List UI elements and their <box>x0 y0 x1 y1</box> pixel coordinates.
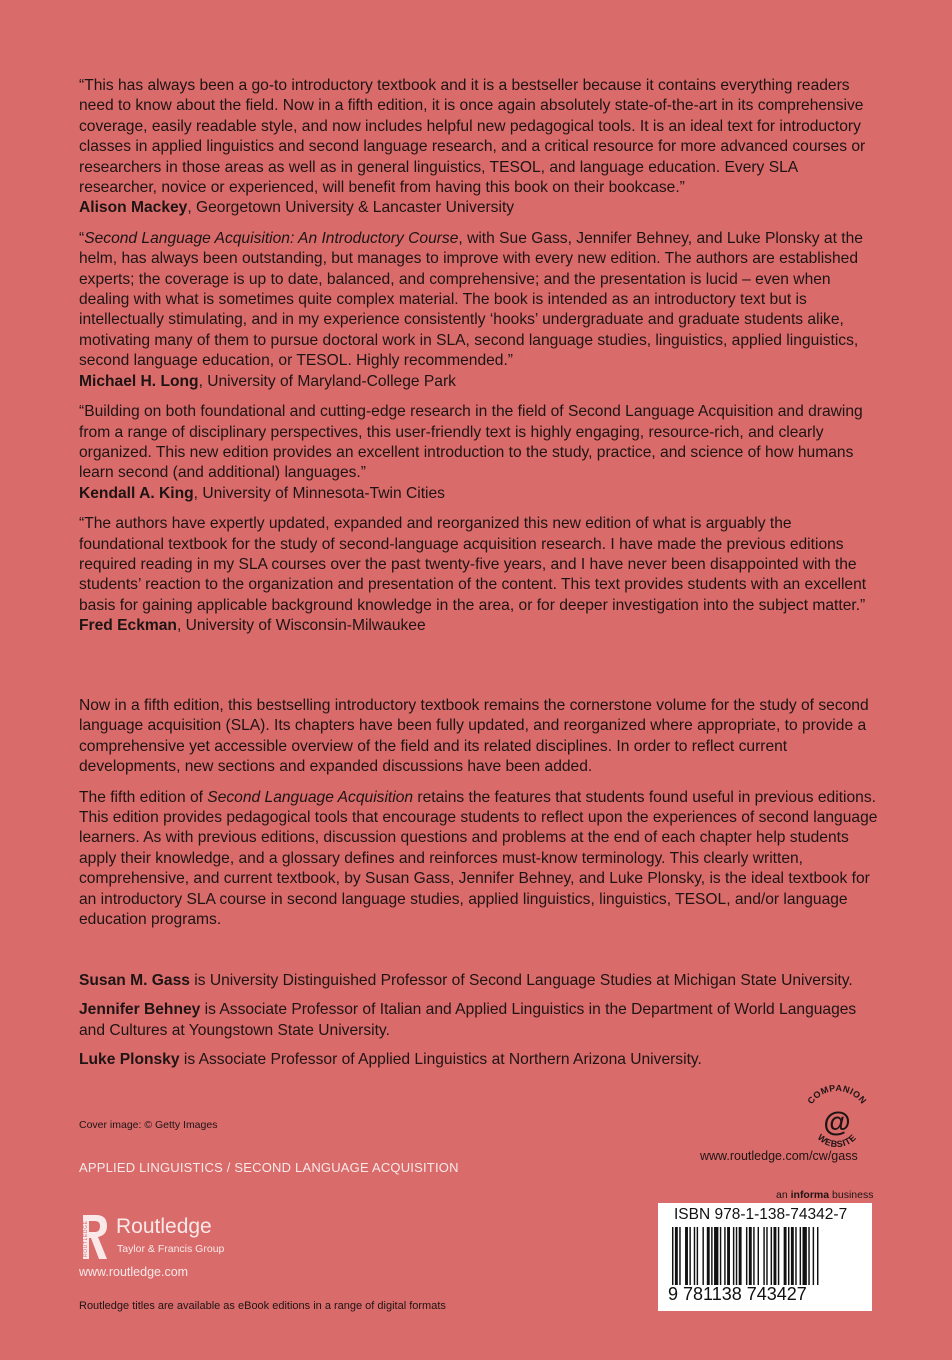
author-name: Jennifer Behney <box>79 1001 201 1019</box>
endorsement-quote-open: “ <box>79 229 85 247</box>
companion-badge-top-text: COMPANION <box>805 1082 869 1106</box>
barcode-bar <box>817 1227 818 1285</box>
barcode-bar <box>766 1227 767 1285</box>
barcode-bar <box>771 1227 772 1285</box>
endorser-affiliation: , University of Wisconsin-Milwaukee <box>176 617 426 635</box>
endorser-name: Alison Mackey <box>79 199 188 217</box>
companion-website-badge-icon <box>797 1079 877 1159</box>
ebook-note: Routledge titles are available as eBook editions in a range of digital formats <box>79 1300 446 1312</box>
author-bio <box>79 1000 879 1041</box>
barcode-bar <box>733 1227 734 1285</box>
endorser-affiliation: , University of Minnesota-Twin Cities <box>193 484 445 502</box>
barcode-bar <box>784 1227 787 1285</box>
barcode-bar <box>808 1227 809 1285</box>
author-bio <box>79 1050 879 1070</box>
endorsement-attribution <box>79 484 879 504</box>
book-title-italic: Second Language Acquisition: An Introductory Course <box>84 229 459 247</box>
endorser-name: Fred Eckman <box>79 617 177 635</box>
endorsement-long <box>79 229 879 392</box>
barcode-bar <box>803 1227 807 1285</box>
barcode-bar <box>753 1227 754 1285</box>
author-bio-text: is Associate Professor of Italian and Applied Linguistics in the Department of World Languages and Cultures at Youngstown State University. <box>79 1001 857 1039</box>
endorser-name: Michael H. Long <box>79 372 199 390</box>
barcode-bar <box>813 1227 814 1285</box>
informa-name: informa <box>790 1189 830 1201</box>
ean-digits: 9 781138 743427 <box>668 1284 807 1304</box>
at-sign-icon: @ <box>823 1106 851 1137</box>
barcode-bar <box>791 1227 794 1285</box>
endorsements-section <box>79 76 879 647</box>
publisher-group: Taylor & Francis Group <box>117 1243 225 1255</box>
barcode-bar <box>746 1227 747 1285</box>
endorser-name: Kendall A. King <box>79 484 194 502</box>
book-description <box>79 696 879 940</box>
barcode-bar <box>758 1227 759 1285</box>
barcode-bar <box>778 1227 779 1285</box>
barcode-bar <box>774 1227 777 1285</box>
author-bio-text: is University Distinguished Professor of Second Language Studies at Michigan State University. <box>189 972 853 989</box>
description-paragraph <box>79 788 879 931</box>
barcode-bar <box>679 1227 680 1285</box>
barcode-bar <box>724 1227 725 1285</box>
endorsement-eckman <box>79 514 879 636</box>
isbn-number: ISBN 978-1-138-74342-7 <box>674 1206 848 1223</box>
barcode-bar <box>749 1227 752 1285</box>
barcode-bar <box>697 1227 698 1285</box>
endorsement-mackey <box>79 76 879 219</box>
description-text: The fifth edition of <box>79 788 208 806</box>
barcode-bar <box>707 1227 710 1285</box>
informa-suffix: business <box>829 1189 874 1201</box>
endorsement-attribution <box>79 616 879 636</box>
barcode-bar <box>672 1227 673 1285</box>
endorsement-quote: , with Sue Gass, Jennifer Behney, and Luke Plonsky at the helm, has always been outstanding, but manages to improve with every new edition. The authors are established experts; the coverage is up to date, balanced, and comprehensive; and the presentation is lucid – even when dealing with what is sometimes quite complex material. The book is intended as an introductory text but is intellectually stimulating, and in my experience consistently ‘hooks’ undergraduate and graduate students alike, motivating many of them to pursue doctoral work in SLA, second language studies, linguistics, applied linguistics, second language education, or TESOL. Highly recommended.” <box>79 229 863 370</box>
barcode-bar <box>800 1227 801 1285</box>
barcode-bar <box>711 1227 712 1285</box>
description-paragraph: Now in a fifth edition, this bestselling introductory textbook remains the cornerstone volume for the study of second language acquisition (SLA). Its chapters have been fully updated, and reorganized where appropriate, to provide a comprehensive yet accessible overview of the field and its related disciplines. In order to reflect current developments, new sections and expanded discussions have been added. <box>79 697 869 776</box>
author-bios <box>79 971 879 1080</box>
companion-badge-bottom-text: WEBSITE <box>815 1132 859 1150</box>
barcode-bar <box>685 1227 688 1285</box>
author-name: Luke Plonsky <box>79 1051 180 1069</box>
barcode-bar <box>689 1227 690 1285</box>
description-text: retains the features that students found useful in previous editions. This edition provides pedagogical tools that encourage students to reflect upon the experiences of second language learners. As with previous editions, discussion questions and problems at the end of each chapter help students apply their knowledge, and a glossary defines and reinforces must-know terminology. This clearly written, comprehensive, and current textbook, by Susan Gass, Jennifer Behney, and Luke Plonsky, is the ideal textbook for an introductory SLA course in second language studies, applied linguistics, linguistics, TESOL, and/or language education programs. <box>79 788 878 929</box>
barcode-bar <box>788 1227 789 1285</box>
informa-business <box>776 1189 873 1201</box>
barcode-bar <box>727 1227 730 1285</box>
routledge-logo-icon <box>79 1213 109 1261</box>
endorser-affiliation: , University of Maryland-College Park <box>198 372 456 390</box>
barcode-bar <box>694 1227 695 1285</box>
author-bio-text: is Associate Professor of Applied Linguistics at Northern Arizona University. <box>179 1051 702 1069</box>
publisher-website: www.routledge.com <box>79 1265 189 1279</box>
barcode-bar <box>675 1227 678 1285</box>
barcode-bar <box>763 1227 764 1285</box>
svg-text:COMPANION <box>805 1083 868 1106</box>
barcode-bar <box>739 1227 742 1285</box>
barcode-bar <box>714 1227 718 1285</box>
book-title-italic: Second Language Acquisition <box>207 788 414 806</box>
cover-image-credit: Cover image: © Getty Images <box>79 1119 218 1131</box>
endorsement-attribution <box>79 372 879 392</box>
barcode-bar <box>702 1227 703 1285</box>
endorsement-quote: “The authors have expertly updated, expanded and reorganized this new edition of what is arguably the foundational textbook for the study of second-language acquisition research. I have made the previous editions required reading in my SLA courses over the past twenty-five years, and I have never been disappointed with the students’ reaction to the organization and presentation of the content. This text provides students with an excellent basis for gaining applicable background knowledge in the area, or for deeper investigation into the subject matter.” <box>79 515 867 614</box>
barcode-bar <box>795 1227 796 1285</box>
author-name: Susan M. Gass <box>79 972 190 989</box>
barcode-bar <box>720 1227 721 1285</box>
barcode-bar <box>736 1227 737 1285</box>
endorsement-quote: “Building on both foundational and cutting-edge research in the field of Second Language Acquisition and drawing from a range of disciplinary perspectives, this user-friendly text is highly engaging, resource-rich, and clearly organized. This new edition provides an excellent introduction to the study, practice, and science of how humans learn second (and additional) languages.” <box>79 403 863 482</box>
publisher-name: Routledge <box>116 1215 212 1238</box>
author-bio <box>79 971 879 991</box>
informa-prefix: an <box>776 1189 791 1201</box>
companion-website-url: www.routledge.com/cw/gass <box>700 1149 858 1163</box>
endorsement-king <box>79 402 879 504</box>
subject-category: APPLIED LINGUISTICS / SECOND LANGUAGE ACQUISITION <box>79 1160 459 1175</box>
endorsement-attribution <box>79 198 879 218</box>
routledge-vertical-wordmark: ROUTLEDGE <box>83 1220 89 1257</box>
endorsement-quote: “This has always been a go-to introductory textbook and it is a bestseller because it contains everything readers need to know about the field. Now in a fifth edition, it is once again absolutely state-of-the-art in its comprehensive coverage, easily readable style, and now includes helpful new pedagogical tools. It is an ideal text for introductory classes in applied linguistics and second language research, and a critical resource for more advanced courses or researchers in those areas as well as in general linguistics, TESOL, and language education. Every SLA researcher, novice or experienced, will benefit from having this book on their bookcase.” <box>79 77 866 197</box>
isbn-barcode <box>658 1203 872 1311</box>
endorser-affiliation: , Georgetown University & Lancaster University <box>187 199 515 217</box>
